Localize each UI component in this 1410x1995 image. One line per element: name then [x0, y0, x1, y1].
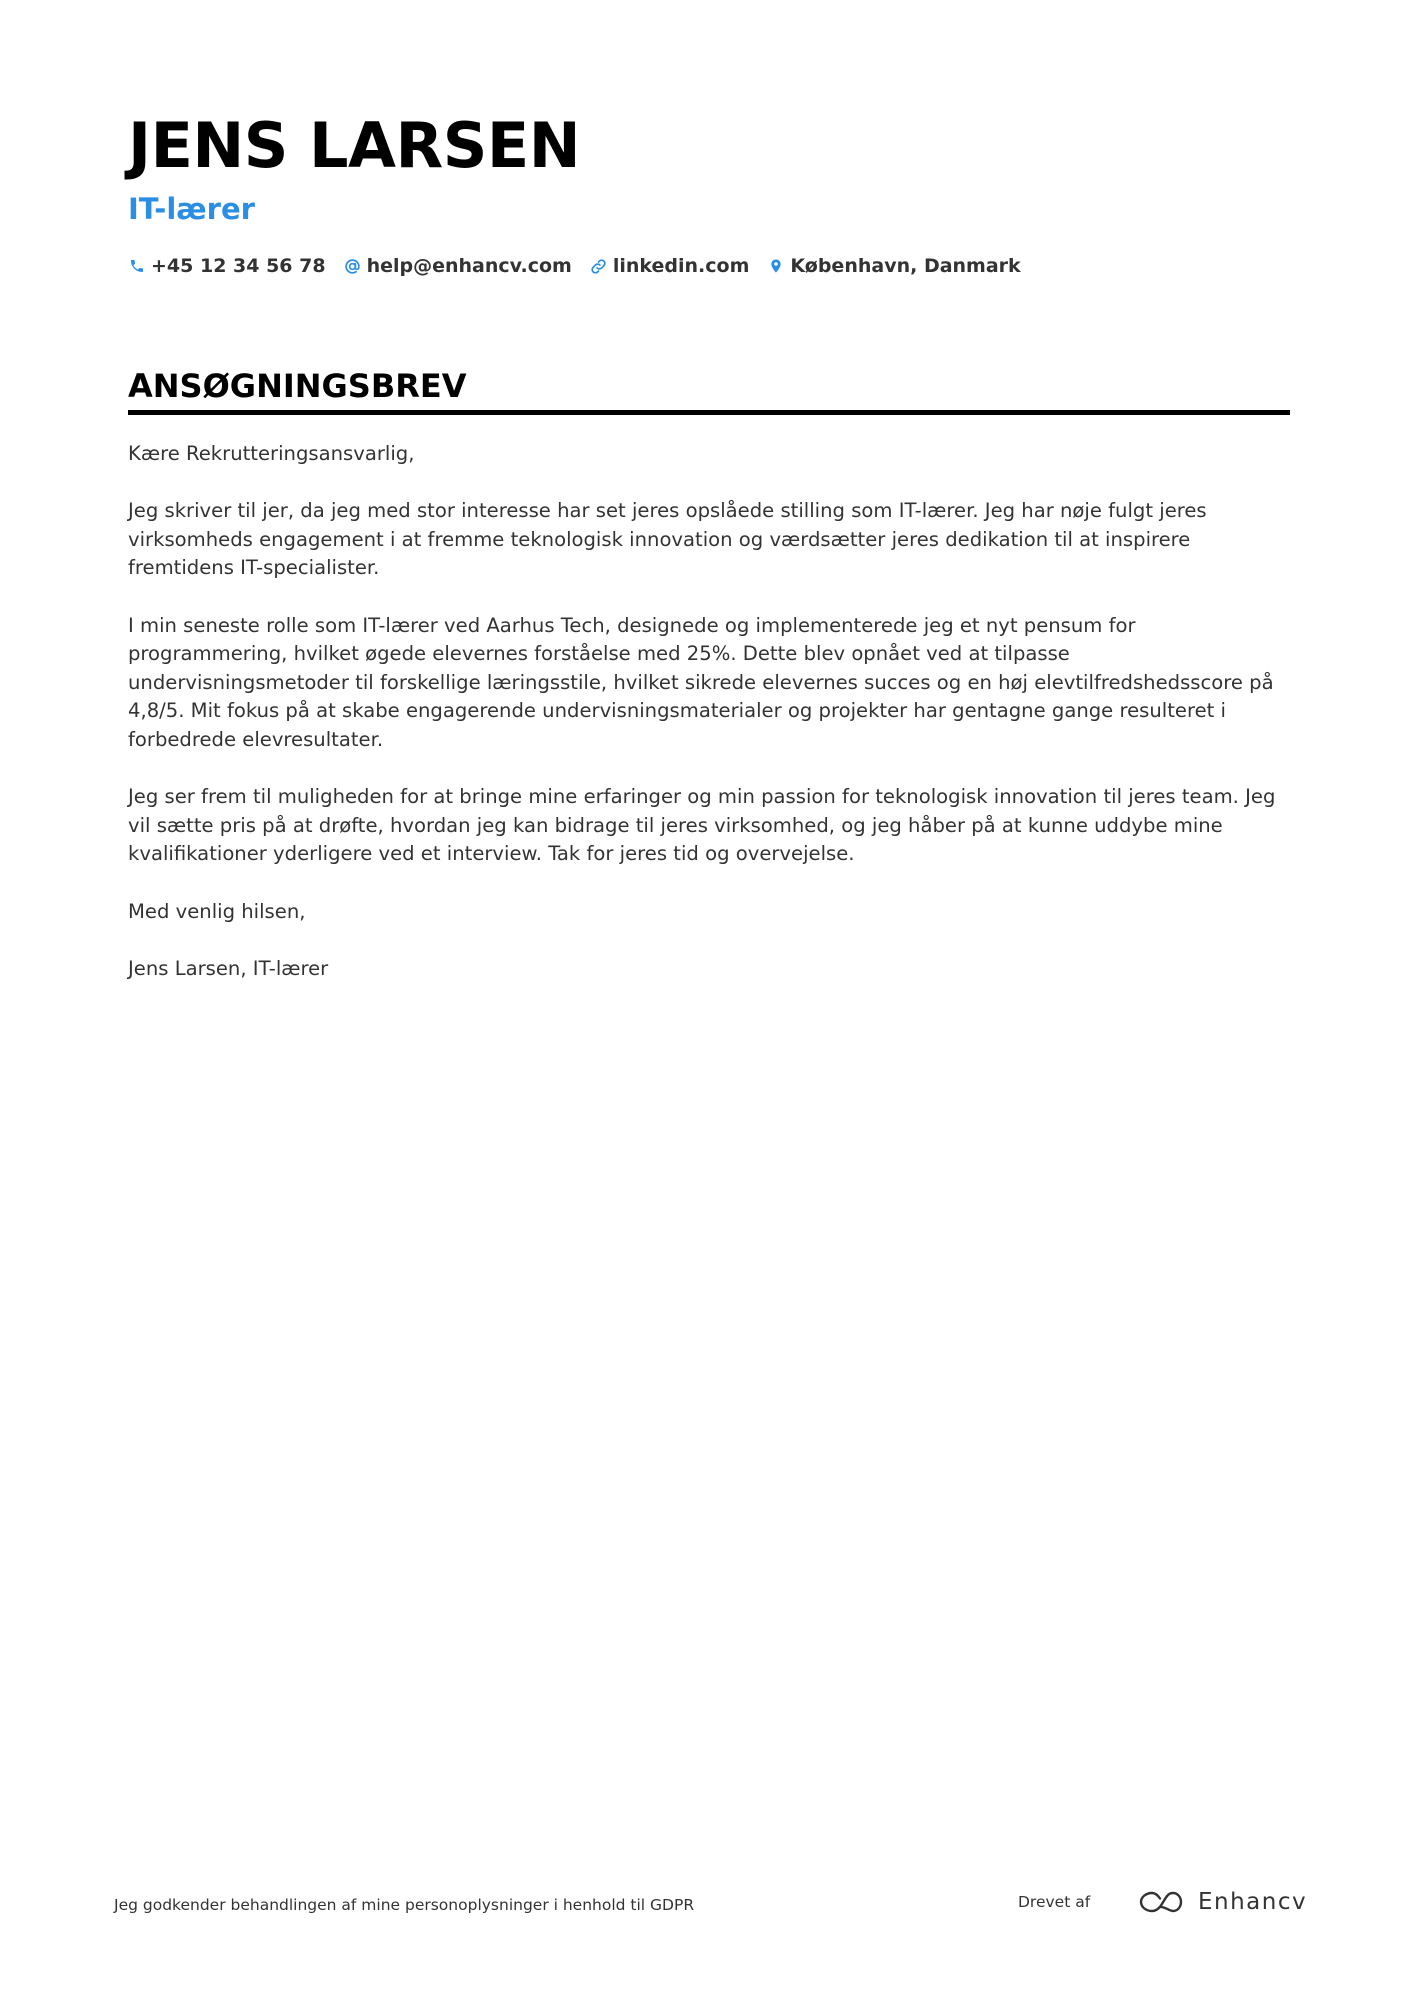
- letter-body: [128, 440, 1293, 1012]
- link-icon: [590, 257, 608, 275]
- letter-signature: Jens Larsen, IT-lærer: [128, 956, 329, 980]
- location-pin-icon: [767, 257, 785, 275]
- section-title: ANSØGNINGSBREV: [128, 367, 467, 405]
- section-divider: [128, 410, 1290, 415]
- letter-greeting: Kære Rekrutteringsansvarlig,: [128, 442, 415, 465]
- letter-paragraph: Jeg ser frem til muligheden for at bringe mine erfaringer og min passion for teknologisk innovation til jeres team. Jeg vil sætte pris på at drøfte, hvordan jeg kan bidrage til jeres virksomhed, og jeg håber på at kunne uddybe mine kvalifikationer yderligere ved et interview. Tak for jeres tid og overvejelse.: [128, 785, 1276, 866]
- contact-location: [767, 255, 1020, 277]
- candidate-name: JENS LARSEN: [128, 109, 581, 182]
- contact-linkedin[interactable]: [590, 255, 750, 277]
- contact-phone-text: +45 12 34 56 78: [151, 255, 326, 277]
- contact-linkedin-text: linkedin.com: [612, 255, 750, 277]
- contact-email[interactable]: [344, 255, 572, 277]
- letter-paragraph: I min seneste rolle som IT-lærer ved Aarhus Tech, designede og implementerede jeg et nyt pensum for programmering, hvilket øgede elevernes forståelse med 25%. Dette blev opnået ved at tilpasse undervisningsmetoder til forskellige læringsstile, hvilket sikrede elevernes succes og en høj elevtilfredshedsscore på 4,8/5. Mit fokus på at skabe engagerende undervisningsmaterialer og projekter har gentagne gange resulteret i forbedrede elevresultater.: [128, 613, 1274, 751]
- enhancv-logo-text: Enhancv: [1198, 1889, 1308, 1915]
- phone-icon: [128, 257, 146, 275]
- at-icon: [344, 257, 362, 275]
- letter-paragraph: Jeg skriver til jer, da jeg med stor interesse har set jeres opslåede stilling som IT-lærer. Jeg har nøje fulgt jeres virksomheds engagement i at fremme teknologisk innovation og værdsætter jeres dedikation til at inspirere fremtidens IT-specialister.: [128, 499, 1207, 580]
- candidate-role: IT-lærer: [128, 192, 255, 226]
- contact-location-text: København, Danmark: [790, 255, 1021, 277]
- contact-phone: [128, 255, 326, 277]
- gdpr-consent-text: Jeg godkender behandlingen af mine personoplysninger i henhold til GDPR: [114, 1896, 695, 1914]
- header: [128, 108, 1288, 280]
- contact-email-text: help@enhancv.com: [366, 255, 572, 277]
- powered-by-label: Drevet af: [1018, 1893, 1091, 1911]
- contact-list: [128, 252, 1288, 280]
- letter-closing: Med venlig hilsen,: [128, 899, 306, 923]
- enhancv-logo-icon: [1138, 1889, 1184, 1915]
- enhancv-logo[interactable]: [1138, 1885, 1307, 1919]
